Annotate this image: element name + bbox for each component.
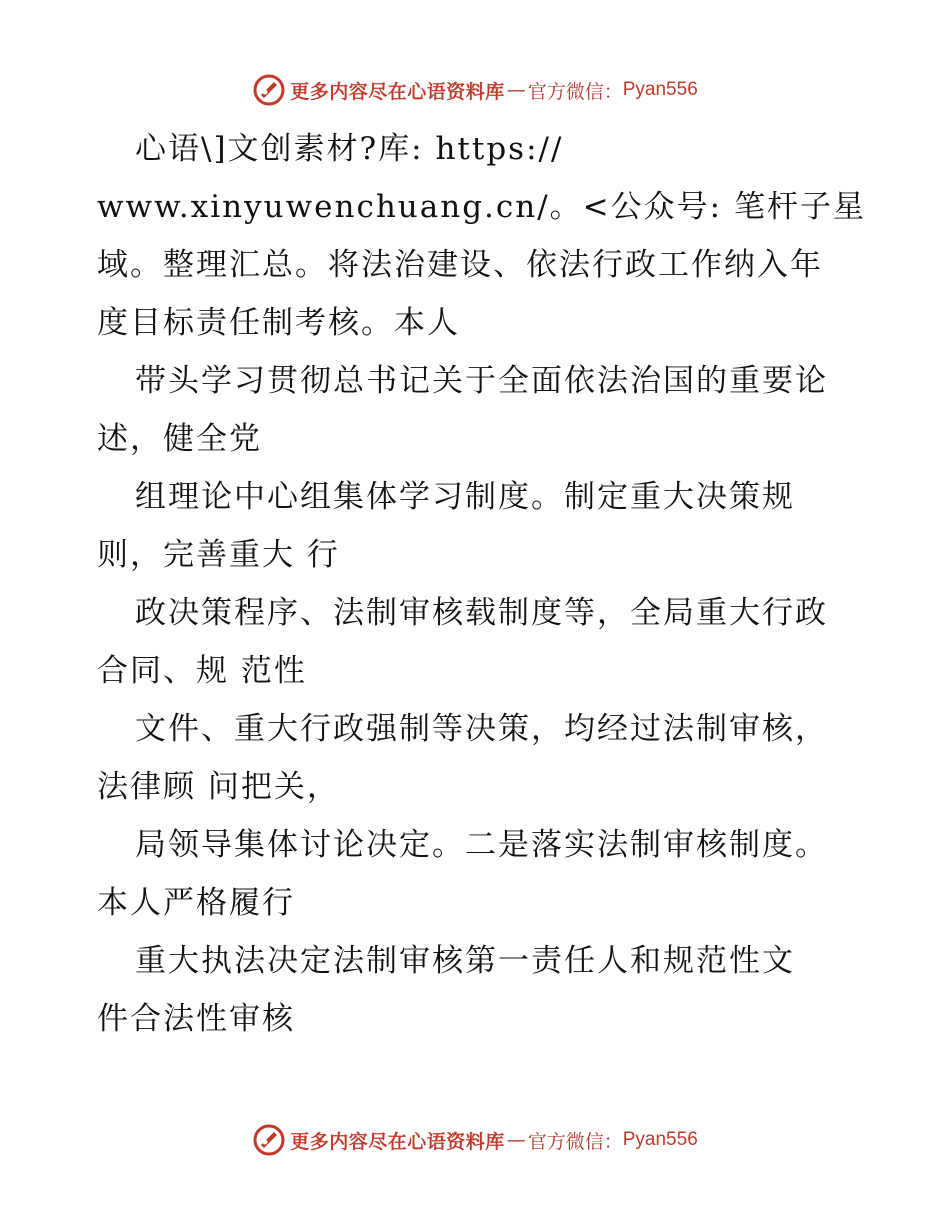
logo-icon xyxy=(252,1123,286,1157)
text-line: 述，健全党 xyxy=(97,421,262,457)
document-body xyxy=(97,120,866,1048)
text-line: 件合法性审核 xyxy=(97,1001,295,1037)
text-line: 重大执法决定法制审核第一责任人和规范性文 xyxy=(135,943,795,979)
text-line: 局领导集体讨论决定。二是落实法制审核制度。 xyxy=(135,827,828,863)
banner-label: 官方微信： xyxy=(527,80,623,103)
banner-inner xyxy=(252,1123,698,1157)
logo-icon xyxy=(252,73,286,107)
banner-dash: — xyxy=(506,1129,526,1151)
text-line: 本人严格履行 xyxy=(97,885,295,921)
banner-main-text: 更多内容尽在心语资料库 xyxy=(290,1130,505,1153)
banner-wechat-id: Pyan556 xyxy=(622,1129,698,1150)
footer-banner xyxy=(0,1120,950,1160)
text-line: 带头学习贯彻总书记关于全面依法治国的重要论 xyxy=(135,363,828,399)
text-line: 政决策程序、法制审核载制度等，全局重大行政 xyxy=(135,595,828,631)
banner-wechat-id: Pyan556 xyxy=(622,79,698,100)
text-line: 文件、重大行政强制等决策，均经过法制审核， xyxy=(135,711,828,747)
banner-main-text: 更多内容尽在心语资料库 xyxy=(290,80,505,103)
banner-label: 官方微信： xyxy=(527,1130,623,1153)
text-line: 法律顾 问把关， xyxy=(97,769,340,805)
text-line: www.xinyuwenchuang.cn/。<公众号: 笔杆子星 xyxy=(97,189,866,225)
text-line: 域。整理汇总。将法治建设、依法行政工作纳入年 xyxy=(97,247,823,283)
text-line: 度目标责任制考核。本人 xyxy=(97,305,460,341)
banner-inner xyxy=(252,73,698,107)
text-line: 合同、规 范性 xyxy=(97,653,307,689)
text-line: 则，完善重大 行 xyxy=(97,537,340,573)
text-line: 组理论中心组集体学习制度。制定重大决策规 xyxy=(135,479,795,515)
header-banner xyxy=(0,70,950,110)
banner-dash: — xyxy=(506,79,526,101)
text-line: 心语\]文创素材?库: https:// xyxy=(135,131,564,167)
